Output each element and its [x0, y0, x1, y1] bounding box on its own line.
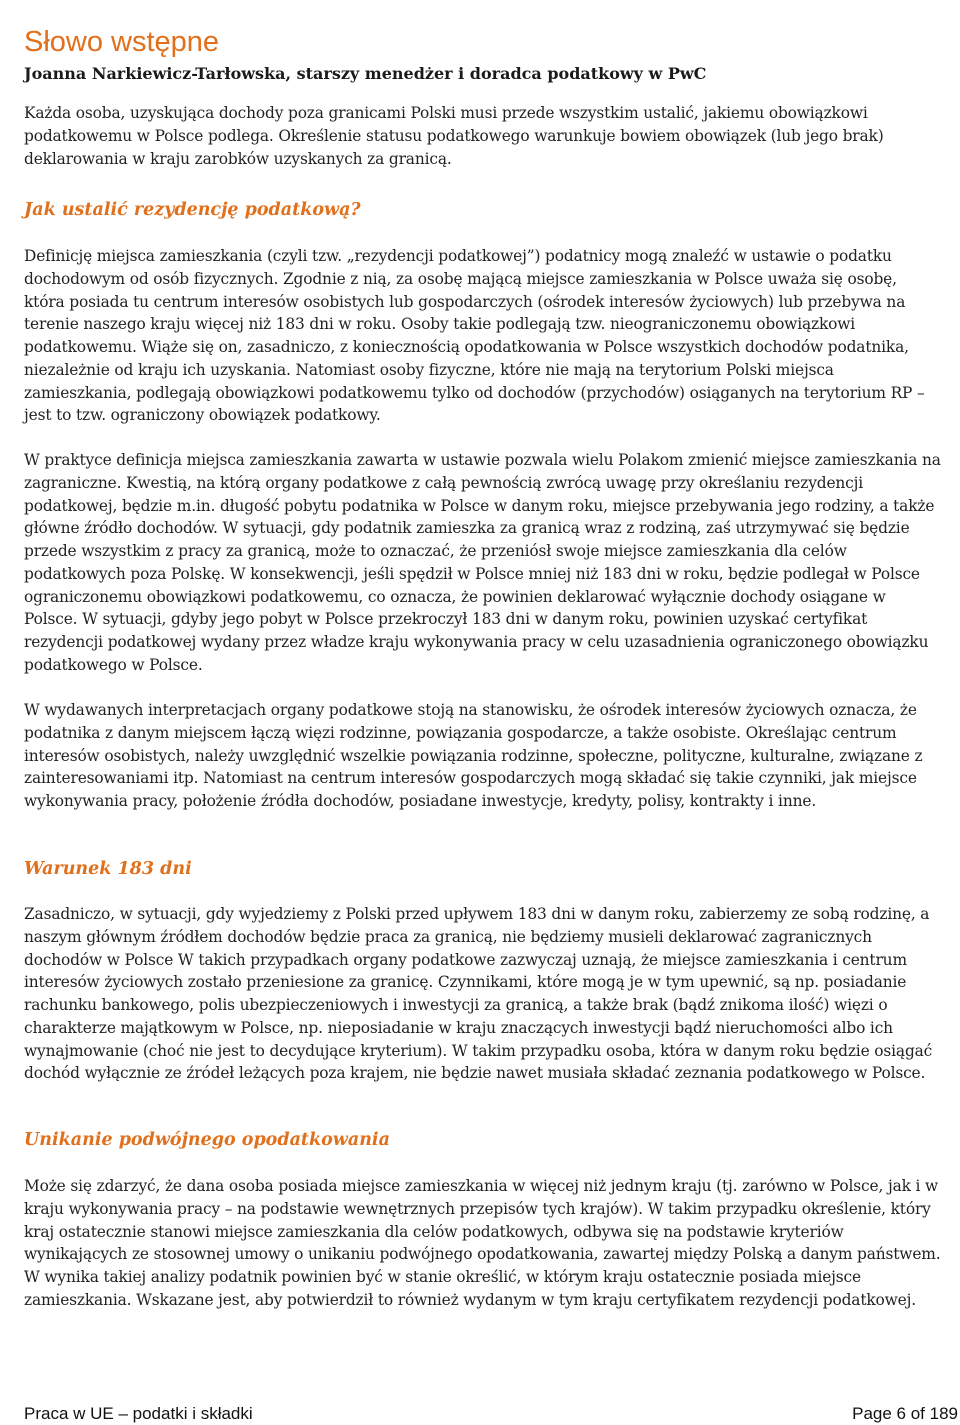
paragraph-residency-definition: Definicję miejsca zamieszkania (czyli tzw. „rezydencji podatkowej”) podatnicy mogą znaleźć w ustawie o podatku dochodowym od osób fizycznych. Zgodnie z nią, za osobę mającą miejsce zamieszkania w Polsce uważa się osobę, która posiada tu centrum interesów osobistych lub gospodarczych (ośrodek interesów życiowych) lub przebywa na terenie naszego kraju więcej niż 183 dni w roku. Osoby takie podlegają tzw. nieograniczonemu obowiązkowi podatkowemu. Wiąże się on, zasadniczo, z koniecznością opodatkowania w Polsce wszystkich dochodów podatnika, niezależnie od kraju ich uzyskania. Natomiast osoby fizyczne, które nie mają na terytorium Polski miejsca zamieszkania, podlegają obowiązkowi podatkowemu tylko od dochodów (przychodów) osiąganych na terytorium RP – jest to tzw. ograniczony obowiązek podatkowy.: [24, 247, 925, 425]
footer-page-number: Page 6 of 189: [852, 1404, 958, 1423]
author-line: Joanna Narkiewicz-Tarłowska, starszy menedżer i doradca podatkowy w PwC: [24, 64, 707, 83]
section-heading-183-days: Warunek 183 dni: [24, 859, 192, 879]
section-heading-residency: Jak ustalić rezydencję podatkową?: [24, 200, 361, 220]
paragraph-183-days: Zasadniczo, w sytuacji, gdy wyjedziemy z Polski przed upływem 183 dni w danym roku, zabierzemy ze sobą rodzinę, a naszym głównym źródłem dochodów będzie praca za granicą, nie będziemy musieli deklarować zagranicznych dochodów w Polsce W takich przypadkach organy podatkowe zazwyczaj uznają, że miejsce zamieszkania i centrum interesów życiowych zostało przeniesione za granicę. Czynnikami, które mogą je w tym upewnić, są np. posiadanie rachunku bankowego, polis ubezpieczeniowych i inwestycji za granicą, a także brak (bądź znikoma ilość) więzi o charakterze majątkowym w Polsce, np. nieposiadanie w kraju znaczących inwestycji bądź nieruchomości albo ich wynajmowanie (choć nie jest to decydujące kryterium). W takim przypadku osoba, która w danym roku będzie osiągać dochód wyłącznie ze źródeł leżących poza krajem, nie będzie nawet musiała składać zeznania podatkowego w Polsce.: [24, 905, 933, 1083]
page-title: Słowo wstępne: [24, 26, 220, 58]
footer-document-title: Praca w UE – podatki i składki: [24, 1404, 253, 1423]
section-heading-double-taxation: Unikanie podwójnego opodatkowania: [24, 1130, 390, 1150]
intro-paragraph: Każda osoba, uzyskująca dochody poza granicami Polski musi przede wszystkim ustalić, jakiemu obowiązkowi podatkowemu w Polsce podlega. Określenie statusu podatkowego warunkuje bowiem obowiązek (lub jego brak) deklarowania w kraju zarobków uzyskanych za granicą.: [24, 104, 884, 168]
paragraph-residency-practice: W praktyce definicja miejsca zamieszkania zawarta w ustawie pozwala wielu Polakom zmienić miejsce zamieszkania na zagraniczne. Kwestią, na którą organy podatkowe z całą pewnością zwrócą uwagę przy określaniu rezydencji podatkowej, będzie m.in. długość pobytu podatnika w Polsce w danym roku, miejsce przebywania jego rodziny, a także główne źródło dochodów. W sytuacji, gdy podatnik zamieszka za granicą wraz z rodziną, zaś utrzymywać się będzie przede wszystkim z pracy za granicą, może to oznaczać, że przeniósł swoje miejsce zamieszkania dla celów podatkowych poza Polskę. W konsekwencji, jeśli spędził w Polsce mniej niż 183 dni w roku, będzie podlegał w Polsce ograniczonemu obowiązkowi podatkowemu, co oznacza, że powinien deklarować wyłącznie dochody osiągane w Polsce. W sytuacji, gdyby jego pobyt w Polsce przekroczył 183 dni w danym roku, powinien uzyskać certyfikat rezydencji podatkowej wydany przez władze kraju wykonywania pracy w celu uzasadnienia ograniczonego obowiązku podatkowego w Polsce.: [24, 451, 941, 674]
paragraph-double-taxation: Może się zdarzyć, że dana osoba posiada miejsce zamieszkania w więcej niż jednym kraju (tj. zarówno w Polsce, jak i w kraju wykonywania pracy – na podstawie wewnętrznych przepisów tych krajów). W takim przypadku określenie, który kraj ostatecznie stanowi miejsce zamieszkania dla celów podatkowych, odbywa się na podstawie kryteriów wynikających ze stosownej umowy o unikaniu podwójnego opodatkowania, zawartej między Polską a danym państwem. W wynika takiej analizy podatnik powinien być w stanie określić, w którym kraju ostatecznie posiada miejsce zamieszkania. Wskazane jest, aby potwierdził to również wydanym w tym kraju certyfikatem rezydencji podatkowej.: [24, 1177, 941, 1309]
paragraph-residency-interpretations: W wydawanych interpretacjach organy podatkowe stoją na stanowisku, że ośrodek interesów życiowych oznacza, że podatnika z danym miejscem łączą więzi rodzinne, powiązania gospodarcze, a także osobiste. Określając centrum interesów osobistych, należy uwzględnić wszelkie powiązania rodzinne, społeczne, polityczne, kulturalne, związane z zainteresowaniami itp. Natomiast na centrum interesów gospodarczych mogą składać się takie czynniki, jak miejsce wykonywania pracy, położenie źródła dochodów, posiadane inwestycje, kredyty, polisy, kontrakty i inne.: [24, 701, 923, 810]
